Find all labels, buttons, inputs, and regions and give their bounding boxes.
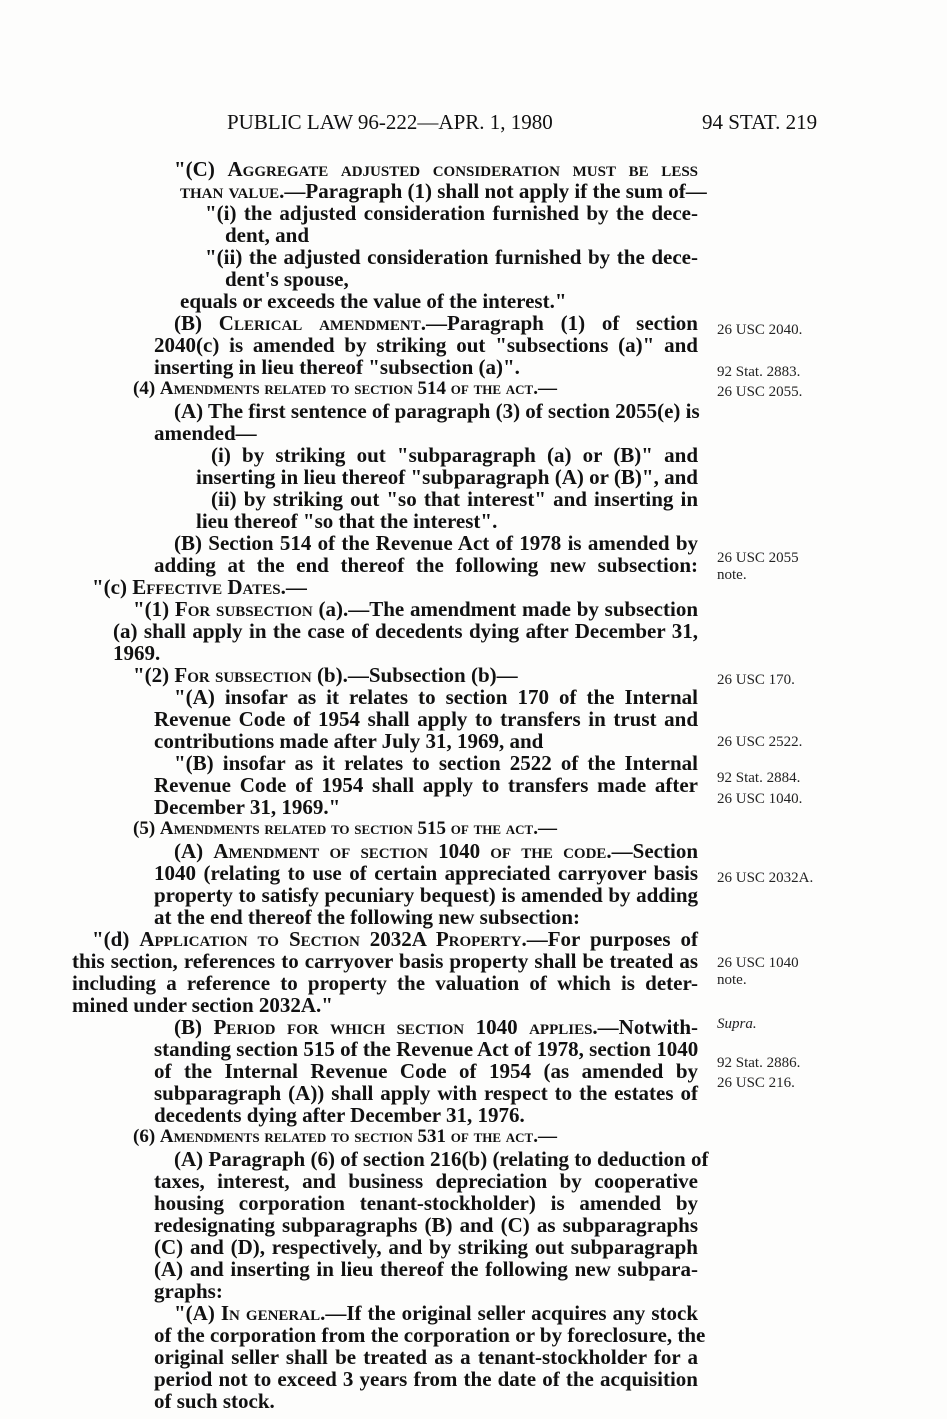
text-line: graphs: bbox=[154, 1279, 223, 1303]
text-segment: .—For purposes of bbox=[521, 927, 698, 951]
text-segment: .—Notwith- bbox=[592, 1015, 698, 1039]
text-line: original seller shall be treated as a tenant-stockholder for a bbox=[154, 1345, 698, 1369]
text-line bbox=[174, 158, 698, 180]
text-line bbox=[133, 598, 698, 620]
text-line: lieu thereof "so that the interest". bbox=[196, 509, 498, 533]
margin-note: 26 USC 216. bbox=[717, 1075, 795, 1091]
margin-note: 26 USC 1040. bbox=[717, 791, 803, 807]
text-segment: In general bbox=[220, 1301, 321, 1325]
margin-note: 26 USC 2055. bbox=[717, 384, 803, 400]
text-line: (A) and inserting in lieu thereof the following new subpara- bbox=[154, 1257, 698, 1281]
text-segment: For subsection bbox=[174, 597, 313, 621]
text-line: dent, and bbox=[225, 223, 310, 247]
margin-note: Supra. bbox=[717, 1016, 757, 1032]
text-line bbox=[174, 1016, 698, 1038]
text-segment: (4) bbox=[133, 378, 160, 399]
margin-note: 26 USC 2032A. bbox=[717, 870, 814, 886]
text-line: "(B) insofar as it relates to section 2522 of the Internal bbox=[174, 751, 698, 775]
text-line: (a) shall apply in the case of decedents dying after December 31, bbox=[113, 619, 698, 643]
text-line bbox=[92, 928, 698, 950]
text-segment: (6) bbox=[133, 1126, 160, 1147]
text-line: inserting in lieu thereof "subsection (a)". bbox=[154, 355, 520, 379]
text-line: "(i) the adjusted consideration furnished by the dece- bbox=[205, 201, 698, 225]
text-segment: .—If the original seller acquires any stock bbox=[320, 1301, 698, 1325]
text-segment: .— bbox=[533, 818, 557, 839]
text-line: 1969. bbox=[113, 641, 161, 665]
text-line: at the end thereof the following new subsection: bbox=[154, 905, 581, 929]
text-segment: Amendment of section 1040 of the code bbox=[213, 839, 607, 863]
text-line bbox=[133, 378, 557, 400]
margin-note: note. bbox=[717, 972, 747, 988]
text-line: "(A) insofar as it relates to section 170 of the Internal bbox=[174, 685, 698, 709]
text-line bbox=[133, 1126, 557, 1148]
text-line: (C) and (D), respectively, and by striking out subparagraph bbox=[154, 1235, 698, 1259]
text-line bbox=[92, 576, 307, 598]
margin-note: 26 USC 170. bbox=[717, 672, 795, 688]
margin-note: 92 Stat. 2886. bbox=[717, 1055, 801, 1071]
text-segment: than value bbox=[180, 179, 280, 203]
text-segment: "(C) bbox=[174, 157, 228, 181]
text-segment: Aggregate adjusted consideration must be less bbox=[227, 157, 699, 181]
margin-note: note. bbox=[717, 567, 747, 583]
text-line: period not to exceed 3 years from the date of the acquisition bbox=[154, 1367, 698, 1391]
text-line: decedents dying after December 31, 1976. bbox=[154, 1103, 525, 1127]
text-segment: (5) bbox=[133, 818, 160, 839]
text-segment: .— bbox=[533, 1126, 557, 1147]
text-segment: (B) bbox=[174, 1015, 214, 1039]
margin-note: 26 USC 2055 bbox=[717, 550, 799, 566]
text-line: (B) Section 514 of the Revenue Act of 1978 is amended by bbox=[174, 531, 698, 555]
margin-note: 26 USC 2040. bbox=[717, 322, 803, 338]
text-segment: (A) bbox=[174, 839, 214, 863]
text-segment: .—Paragraph (1) of section bbox=[420, 311, 698, 335]
text-line: amended— bbox=[154, 421, 257, 445]
text-line: 2040(c) is amended by striking out "subsections (a)" and bbox=[154, 333, 698, 357]
text-segment: Clerical amendment bbox=[218, 311, 421, 335]
text-line: "(ii) the adjusted consideration furnished by the dece- bbox=[205, 245, 698, 269]
text-segment: "(c) bbox=[92, 575, 133, 599]
text-line: subparagraph (A)) shall apply with respect to the estates of bbox=[154, 1081, 698, 1105]
text-line: mined under section 2032A." bbox=[72, 993, 333, 1017]
text-line: dent's spouse, bbox=[225, 267, 349, 291]
text-segment: Application to Section 2032A Property bbox=[139, 927, 522, 951]
text-segment: Amendments related to section 531 of the act bbox=[159, 1126, 534, 1147]
text-segment: .— bbox=[280, 575, 307, 599]
text-segment: Effective Dates bbox=[132, 575, 281, 599]
text-line: (A) Paragraph (6) of section 216(b) (relating to deduction of bbox=[174, 1147, 709, 1171]
page-number: 94 STAT. 219 bbox=[702, 110, 818, 134]
text-segment: Amendments related to section 514 of the act bbox=[159, 378, 534, 399]
margin-note: 26 USC 2522. bbox=[717, 734, 803, 750]
margin-note: 92 Stat. 2883. bbox=[717, 364, 801, 380]
text-line: (A) The first sentence of paragraph (3) of section 2055(e) is bbox=[174, 399, 700, 423]
text-segment: .—Paragraph (1) shall not apply if the sum of— bbox=[279, 179, 707, 203]
text-segment: Period for which section 1040 applies bbox=[213, 1015, 593, 1039]
text-segment: "(d) bbox=[92, 927, 140, 951]
text-line: contributions made after July 31, 1969, and bbox=[154, 729, 544, 753]
text-segment: "(1) bbox=[133, 597, 175, 621]
text-line bbox=[174, 840, 698, 862]
text-line: redesignating subparagraphs (B) and (C) as subparagraphs bbox=[154, 1213, 698, 1237]
text-line: property to satisfy pecuniary bequest) is amended by adding bbox=[154, 883, 698, 907]
text-segment: Amendments related to section 515 of the act bbox=[159, 818, 534, 839]
text-line: of the Internal Revenue Code of 1954 (as amended by bbox=[154, 1059, 698, 1083]
text-line: Revenue Code of 1954 shall apply to transfers in trust and bbox=[154, 707, 698, 731]
margin-note: 26 USC 1040 bbox=[717, 955, 799, 971]
text-segment: For subsection bbox=[174, 663, 312, 687]
text-line: (i) by striking out "subparagraph (a) or (B)" and bbox=[211, 443, 698, 467]
text-line: housing corporation tenant-stockholder) is amended by bbox=[154, 1191, 698, 1215]
text-line: standing section 515 of the Revenue Act of 1978, section 1040 bbox=[154, 1037, 699, 1061]
text-line: of such stock. bbox=[154, 1389, 275, 1413]
text-segment: .— bbox=[533, 378, 557, 399]
text-segment: (B) bbox=[174, 311, 219, 335]
text-line: including a reference to property the valuation of which is deter- bbox=[72, 971, 698, 995]
text-line: December 31, 1969." bbox=[154, 795, 341, 819]
text-line: of the corporation from the corporation or by foreclosure, the bbox=[154, 1323, 706, 1347]
text-line bbox=[174, 312, 698, 334]
text-line bbox=[133, 818, 557, 840]
text-segment: (b).—Subsection (b)— bbox=[311, 663, 518, 687]
text-segment: .—Section bbox=[606, 839, 698, 863]
text-line: 1040 (relating to use of certain appreciated carryover basis bbox=[154, 861, 698, 885]
text-line: this section, references to carryover basis property shall be treated as bbox=[72, 949, 698, 973]
text-segment: (a).—The amendment made by subsection bbox=[312, 597, 698, 621]
text-line bbox=[180, 179, 707, 203]
text-line: inserting in lieu thereof "subparagraph (A) or (B)", and bbox=[196, 465, 698, 489]
text-line: Revenue Code of 1954 shall apply to transfers made after bbox=[154, 773, 698, 797]
text-line: equals or exceeds the value of the interest." bbox=[180, 289, 567, 313]
text-line: adding at the end thereof the following new subsection: bbox=[154, 553, 698, 577]
margin-note: 92 Stat. 2884. bbox=[717, 770, 801, 786]
text-line bbox=[174, 1302, 698, 1324]
text-segment: "(2) bbox=[133, 663, 175, 687]
text-line: taxes, interest, and business depreciation by cooperative bbox=[154, 1169, 698, 1193]
text-line: (ii) by striking out "so that interest" and inserting in bbox=[211, 487, 698, 511]
text-segment: "(A) bbox=[174, 1301, 221, 1325]
text-line bbox=[133, 664, 518, 686]
running-header-left: PUBLIC LAW 96-222—APR. 1, 1980 bbox=[227, 110, 553, 134]
